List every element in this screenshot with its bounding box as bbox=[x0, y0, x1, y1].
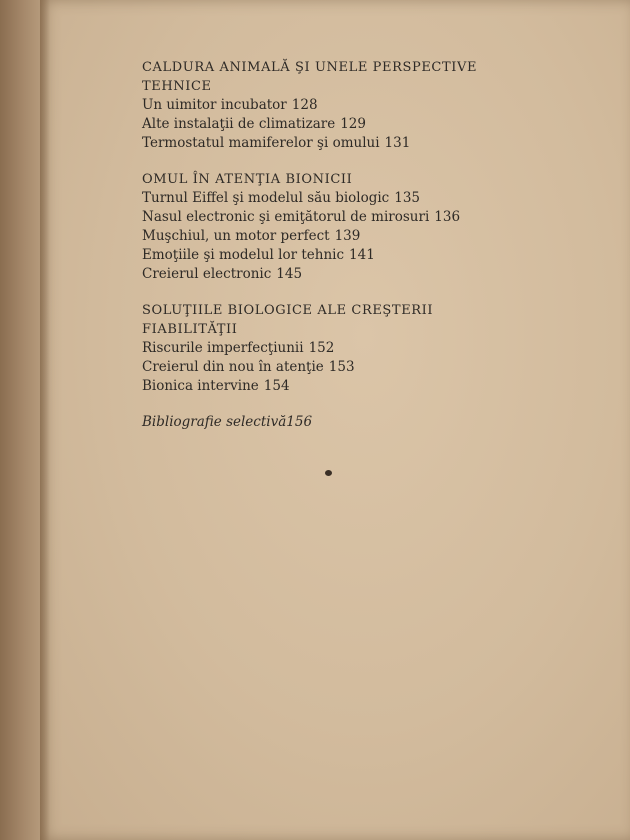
toc-entry-page: 131 bbox=[384, 135, 411, 151]
section-heading bbox=[142, 301, 582, 339]
toc-entry-title: Emoţiile şi modelul lor tehnic bbox=[142, 247, 345, 263]
toc-entry bbox=[142, 189, 582, 208]
toc-entry-page: 141 bbox=[349, 247, 375, 263]
toc-entry-page: 145 bbox=[276, 266, 303, 282]
section-heading-line1: SOLUŢIILE BIOLOGICE ALE CREŞTERII bbox=[142, 303, 434, 318]
toc-entry bbox=[142, 358, 582, 377]
toc-entry bbox=[142, 227, 582, 246]
toc-entry-page: 129 bbox=[340, 116, 366, 132]
bibliography-title: Bibliografie selectivă bbox=[142, 414, 287, 430]
section-heading bbox=[142, 170, 582, 189]
section-heading-line2: TEHNICE bbox=[142, 79, 212, 94]
toc-entry-title: Muşchiul, un motor perfect bbox=[142, 228, 330, 244]
toc-entry-page: 136 bbox=[434, 209, 461, 225]
page-gutter-shadow bbox=[40, 0, 50, 840]
toc-entry-title: Alte instalaţii de climatizare bbox=[142, 116, 336, 132]
bibliography-page: 156 bbox=[286, 414, 313, 430]
toc-entry bbox=[142, 115, 582, 134]
toc-entry-title: Un uimitor incubator bbox=[142, 97, 287, 113]
toc-entry bbox=[142, 246, 582, 265]
toc-entry-title: Nasul electronic şi emiţătorul de mirosuri bbox=[142, 209, 430, 225]
toc-section-animal-heat bbox=[142, 58, 582, 153]
toc-entry-page: 139 bbox=[334, 228, 361, 244]
toc-entry bbox=[142, 339, 582, 358]
toc-entry-title: Creierul electronic bbox=[142, 266, 272, 282]
section-heading-line1: OMUL ÎN ATENŢIA BIONICII bbox=[142, 172, 353, 187]
toc-entry-page: 152 bbox=[308, 340, 335, 356]
toc-bibliography bbox=[142, 413, 582, 432]
toc-entry bbox=[142, 265, 582, 284]
ink-dot bbox=[325, 470, 332, 476]
toc-entry-page: 153 bbox=[328, 359, 355, 375]
section-heading bbox=[142, 58, 582, 96]
toc-entry-title: Turnul Eiffel şi modelul său biologic bbox=[142, 190, 390, 206]
toc-entry bbox=[142, 96, 582, 115]
toc-entry-page: 128 bbox=[291, 97, 318, 113]
section-heading-line2: FIABILITĂŢII bbox=[142, 322, 238, 337]
section-heading-line1: CALDURA ANIMALĂ ŞI UNELE PERSPECTIVE bbox=[142, 60, 478, 75]
toc-entry-page: 154 bbox=[263, 378, 290, 394]
toc-entry-title: Termostatul mamiferelor şi omului bbox=[142, 135, 380, 151]
toc-entry-title: Bionica intervine bbox=[142, 378, 259, 394]
toc-entry-page: 135 bbox=[394, 190, 421, 206]
table-of-contents bbox=[142, 58, 582, 449]
toc-entry bbox=[142, 377, 582, 396]
toc-section-bionics bbox=[142, 170, 582, 284]
toc-entry bbox=[142, 208, 582, 227]
toc-entry-title: Creierul din nou în atenţie bbox=[142, 359, 324, 375]
toc-entry-title: Riscurile imperfecţiunii bbox=[142, 340, 304, 356]
toc-section-reliability bbox=[142, 301, 582, 396]
toc-entry bbox=[142, 134, 582, 153]
